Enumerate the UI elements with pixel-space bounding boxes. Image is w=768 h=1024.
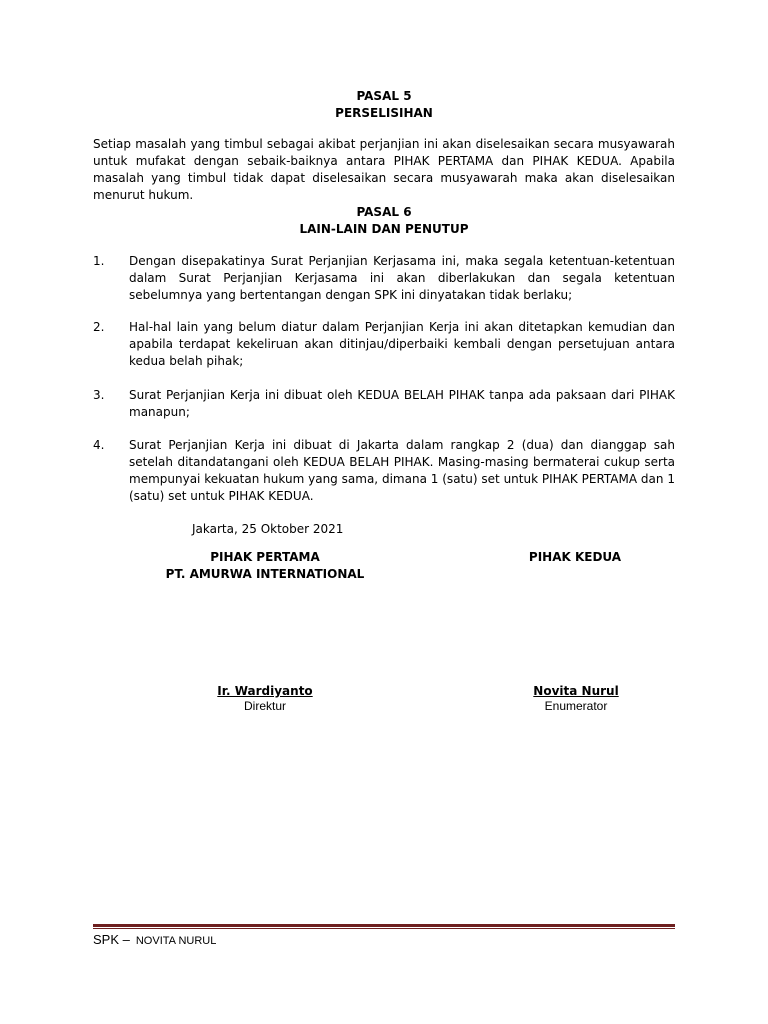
list-item-number: 4. bbox=[93, 438, 105, 452]
list-item-text: Hal-hal lain yang belum diatur dalam Perjanjian Kerja ini akan ditetapkan kemudian dan apabila terdapat kekeliruan akan ditinjau/diperbaiki kembali dengan persetujuan antara kedua belah pihak; bbox=[129, 320, 675, 368]
list-item-number: 3. bbox=[93, 388, 105, 402]
list-item-text: Surat Perjanjian Kerja ini dibuat oleh KEDUA BELAH PIHAK tanpa ada paksaan dari PIHAK manapun; bbox=[129, 388, 675, 419]
footer-name: NOVITA NURUL bbox=[135, 935, 217, 947]
footer-rule-thin bbox=[93, 928, 675, 929]
second-party-signer-name: Novita Nurul bbox=[533, 684, 619, 698]
pasal-5-body: Setiap masalah yang timbul sebagai akibat perjanjian ini akan diselesaikan secara musyawarah untuk mufakat dengan sebaik-baiknya antara PIHAK PERTAMA dan PIHAK KEDUA. Apabila masalah yang timbul tidak dapat diselesaikan secara musyawarah maka akan diselesaikan menurut hukum. bbox=[93, 137, 675, 202]
first-party-company: PT. AMURWA INTERNATIONAL bbox=[165, 567, 365, 581]
pasal-6-number: PASAL 6 bbox=[356, 205, 412, 219]
pasal-6-title: LAIN-LAIN DAN PENUTUP bbox=[299, 222, 469, 236]
second-party-signer-title: Enumerator bbox=[544, 699, 608, 713]
second-party-label: PIHAK KEDUA bbox=[528, 550, 622, 564]
footer-rule-thick bbox=[93, 924, 675, 927]
list-item-number: 1. bbox=[93, 254, 105, 268]
pasal-5-title: PERSELISIHAN bbox=[335, 106, 433, 120]
list-item-number: 2. bbox=[93, 320, 105, 334]
first-party-signer-name: Ir. Wardiyanto bbox=[217, 684, 313, 698]
first-party-signer-title: Direktur bbox=[243, 699, 286, 713]
list-item-text: Dengan disepakatinya Surat Perjanjian Kerjasama ini, maka segala ketentuan-ketentuan dalam Surat Perjanjian Kerjasama ini akan diberlakukan dan segala ketentuan sebelumnya yang bertentangan dengan SPK ini dinyatakan tidak berlaku; bbox=[129, 254, 675, 302]
footer bbox=[93, 932, 216, 949]
place-date: Jakarta, 25 Oktober 2021 bbox=[192, 522, 344, 536]
list-item-text: Surat Perjanjian Kerja ini dibuat di Jakarta dalam rangkap 2 (dua) dan dianggap sah setelah ditandatangani oleh KEDUA BELAH PIHAK. Masing-masing bermaterai cukup serta mempunyai kekuatan hukum yang sama, dimana 1 (satu) set untuk PIHAK PERTAMA dan 1 (satu) set untuk PIHAK KEDUA. bbox=[129, 438, 675, 503]
pasal-5-number: PASAL 5 bbox=[356, 89, 412, 103]
first-party-label: PIHAK PERTAMA bbox=[210, 550, 320, 564]
footer-label: SPK – bbox=[93, 932, 130, 947]
